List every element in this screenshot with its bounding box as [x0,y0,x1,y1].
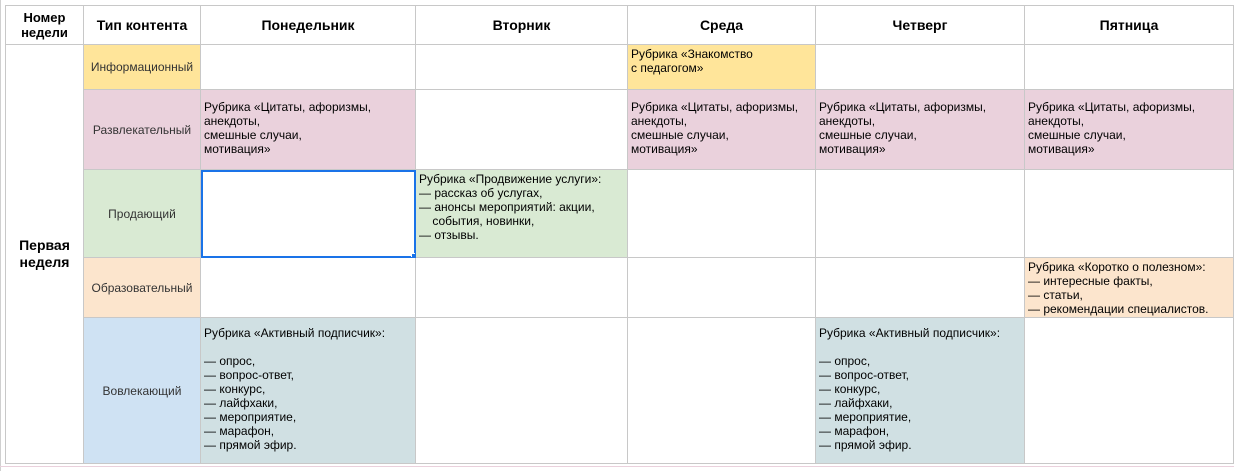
cell-entertaining-monday[interactable]: Рубрика «Цитаты, афоризмы, анекдоты, смешные случаи, мотивация» [201,90,416,170]
row-selling [6,170,1234,258]
row-entertaining [6,90,1234,170]
cell-engaging-thursday[interactable]: Рубрика «Активный подписчик»: — опрос, — вопрос-ответ, — конкурс, — лайфхаки, — мероприятие, — марафон, — прямой эфир. [816,318,1025,464]
header-thursday[interactable]: Четверг [816,6,1025,45]
cell-entertaining-tuesday[interactable] [416,90,628,170]
cell-engaging-wednesday[interactable] [628,318,816,464]
cell-selling-tuesday[interactable]: Рубрика «Продвижение услуги»: — рассказ об услугах, — анонсы мероприятий: акции, события, новинки, — отзывы. [416,170,628,258]
cell-informational-friday[interactable] [1025,45,1234,90]
week-number-cell[interactable]: Первая неделя [6,45,84,464]
sheet-left-border [0,0,1,471]
type-engaging[interactable]: Вовлекающий [84,318,201,464]
header-tuesday[interactable]: Вторник [416,6,628,45]
cell-educational-thursday[interactable] [816,258,1025,318]
cell-informational-wednesday[interactable]: Рубрика «Знакомство с педагогом» [628,45,816,90]
cell-selling-friday[interactable] [1025,170,1234,258]
cell-selling-thursday[interactable] [816,170,1025,258]
cell-educational-monday[interactable] [201,258,416,318]
cell-engaging-monday[interactable]: Рубрика «Активный подписчик»: — опрос, — вопрос-ответ, — конкурс, — лайфхаки, — мероприятие, — марафон, — прямой эфир. [201,318,416,464]
type-educational[interactable]: Образовательный [84,258,201,318]
selection-fill-handle[interactable] [411,253,416,258]
header-row [6,6,1234,45]
next-row-edge [0,466,1234,467]
cell-informational-tuesday[interactable] [416,45,628,90]
row-educational [6,258,1234,318]
header-content-type[interactable]: Тип контента [84,6,201,45]
cell-selling-wednesday[interactable] [628,170,816,258]
cell-entertaining-thursday[interactable]: Рубрика «Цитаты, афоризмы, анекдоты, смешные случаи, мотивация» [816,90,1025,170]
cell-entertaining-wednesday[interactable]: Рубрика «Цитаты, афоризмы, анекдоты, смешные случаи, мотивация» [628,90,816,170]
header-friday[interactable]: Пятница [1025,6,1234,45]
cell-informational-monday[interactable] [201,45,416,90]
cell-entertaining-friday[interactable]: Рубрика «Цитаты, афоризмы, анекдоты, смешные случаи, мотивация» [1025,90,1234,170]
header-monday[interactable]: Понедельник [201,6,416,45]
cell-educational-friday[interactable]: Рубрика «Коротко о полезном»: — интересные факты, — статьи, — рекомендации специалистов. [1025,258,1234,318]
row-engaging [6,318,1234,464]
type-informational[interactable]: Информационный [84,45,201,90]
cell-informational-thursday[interactable] [816,45,1025,90]
header-week-number[interactable]: Номер недели [6,6,84,45]
content-plan-table [5,5,1234,464]
cell-engaging-friday[interactable] [1025,318,1234,464]
cell-engaging-tuesday[interactable] [416,318,628,464]
type-selling[interactable]: Продающий [84,170,201,258]
header-wednesday[interactable]: Среда [628,6,816,45]
row-informational [6,45,1234,90]
cell-educational-wednesday[interactable] [628,258,816,318]
cell-selling-monday-selected[interactable] [201,170,416,258]
type-entertaining[interactable]: Развлекательный [84,90,201,170]
cell-educational-tuesday[interactable] [416,258,628,318]
